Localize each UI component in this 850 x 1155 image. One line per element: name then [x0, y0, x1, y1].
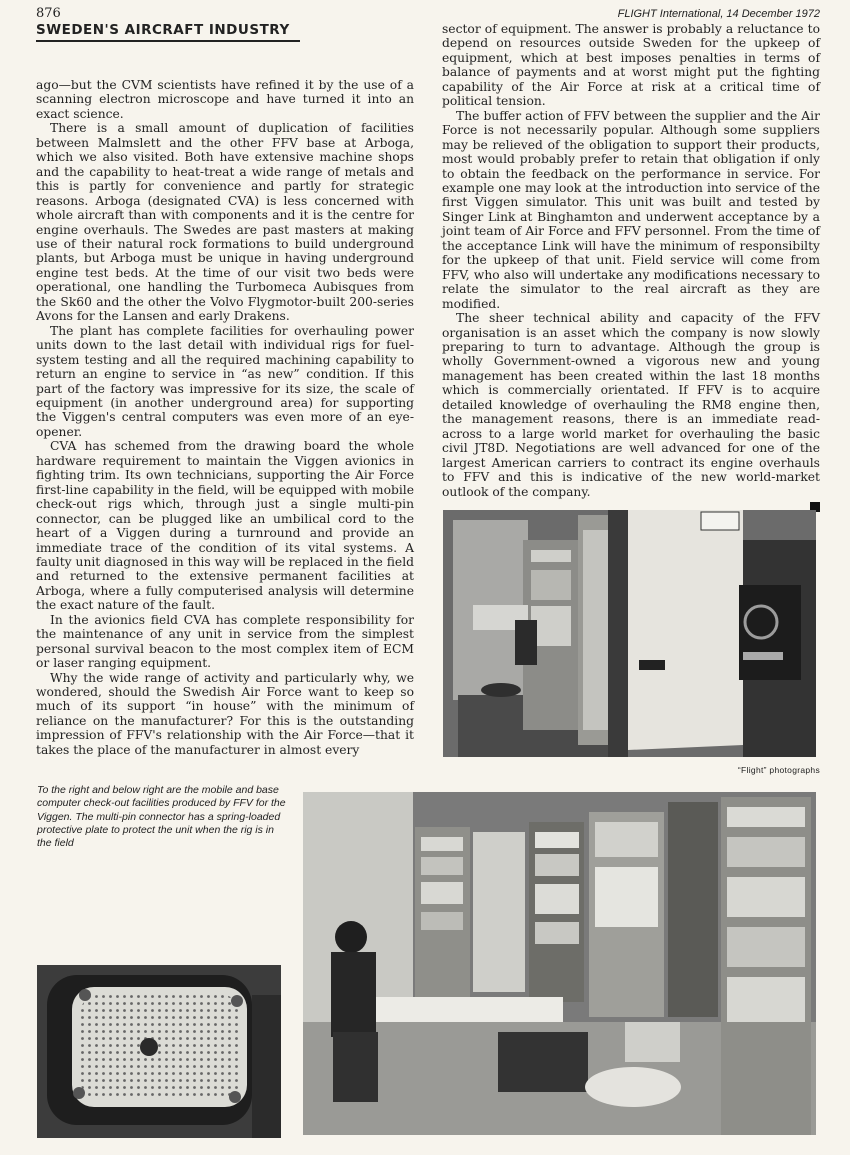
photo-mobile-checkout-rig: [443, 510, 816, 757]
running-head: FLIGHT International, 14 December 1972: [617, 8, 820, 20]
photo-base-computer-facility: [303, 792, 816, 1135]
page-number: 876: [36, 6, 61, 21]
photo-mobile-rig-drawing: [443, 510, 816, 757]
photo-caption: To the right and below right are the mobile and base computer check-out facilities produced by FFV for the Viggen. The multi-pin connector has a spring-loaded protective plate to protect the unit when the rig is in the field: [37, 784, 286, 850]
paragraph: In the avionics field CVA has complete responsibility for the maintenance of any unit in service from the simplest personal survival beacon to the most complex item of ECM or laser ranging equipment.: [36, 612, 414, 671]
left-column: [36, 78, 414, 757]
paragraph: The sheer technical ability and capacity of the FFV organisation is an asset which the company is now slowly preparing to turn to advantage. Although the group is wholly Government-owned a vigorous new and young management has been created within the last 18 months which is commercially orientated. If FFV is to acquire detailed knowledge of overhauling the RM8 engine then, the management reasons, there is an immediate read-across to a large world market for overhauling the basic civil JT8D. Negotiations are well advanced for one of the largest American carriers to contract its engine overhauls to FFV and this is indicative of the new world-market outlook of the company.: [442, 311, 820, 499]
photo-multi-pin-connector: [37, 965, 281, 1138]
paragraph: The plant has complete facilities for overhauling power units down to the last detail with individual rigs for fuel-system testing and all the required machining capability to return an engine to service in “as new” condition. If this part of the factory was impressive for its size, the scale of equipment (in another underground area) for supporting the Viggen's central computers was even more of an eye-opener.: [36, 323, 414, 439]
paragraph: CVA has schemed from the drawing board the whole hardware requirement to maintain the Viggen avionics in fighting trim. Its own technicians, supporting the Air Force first-line capability in the field, will be equipped with mobile check-out rigs which, through just a single multi-pin connector, can be plugged like an umbilical cord to the heart of a Viggen during a turnround and provide an immediate trace of the condition of its vital systems. A faulty unit diagnosed in this way will be replaced in the field and returned to the extensive permanent facilities at Arboga, where a fully computerised analysis will determine the exact nature of the fault.: [36, 439, 414, 613]
photo-base-facility-drawing: [303, 792, 816, 1135]
paragraph: There is a small amount of duplication of facilities between Malmslett and the other FFV base at Arboga, which we also visited. Both have extensive machine shops and the capability to heat-treat a wide range of metals and this is partly for convenience and partly for strategic reasons. Arboga (designated CVA) is less concerned with whole aircraft than with components and it is the centre for engine overhauls. The Swedes are past masters at making use of their natural rock formations to build underground plants, but Arboga must be unique in having underground engine test beds. At the time of our visit two beds were operational, one handling the Turbomeca Aubisques from the Sk60 and the other the Volvo Flygmotor-built 200-series Avons for the Lansen and early Drakens.: [36, 121, 414, 324]
paragraph: ago—but the CVM scientists have refined it by the use of a scanning electron microscope and have turned it into an exact science.: [36, 78, 414, 121]
photo-connector-drawing: [37, 965, 281, 1138]
paragraph: Why the wide range of activity and particularly why, we wondered, should the Swedish Air Force want to keep so much of its support “in house” with the minimum of reliance on the manufacturer? For this is the outstanding impression of FFV's relationship with the Air Force—that it takes the place of the manufacturer in almost every: [36, 670, 414, 757]
right-column: [442, 22, 820, 512]
paragraph: The buffer action of FFV between the supplier and the Air Force is not necessarily popular. Although some suppliers may be relieved of the obligation to support their products, most would probably prefer to retain that obligation if only to obtain the feedback on the performance in service. For example one may look at the introduction into service of the first Viggen simulator. This unit was built and tested by Singer Link at Binghamton and underwent acceptance by a joint team of Air Force and FFV personnel. From the time of the acceptance Link will have the minimum of responsibilty for the upkeep of that unit. Field service will come from FFV, who also will undertake any modifications necessary to relate the simulator to the real aircraft as they are modified.: [442, 108, 820, 311]
paragraph: sector of equipment. The answer is probably a reluctance to depend on resources outside Sweden for the upkeep of equipment, which at best imposes penalties in terms of balance of payments and at worst might put the fighting capability of the Air Force at risk at a critical time of political tension.: [442, 22, 820, 109]
section-title: SWEDEN'S AIRCRAFT INDUSTRY: [36, 22, 300, 42]
photo-credit: “Flight” photographs: [737, 765, 820, 775]
